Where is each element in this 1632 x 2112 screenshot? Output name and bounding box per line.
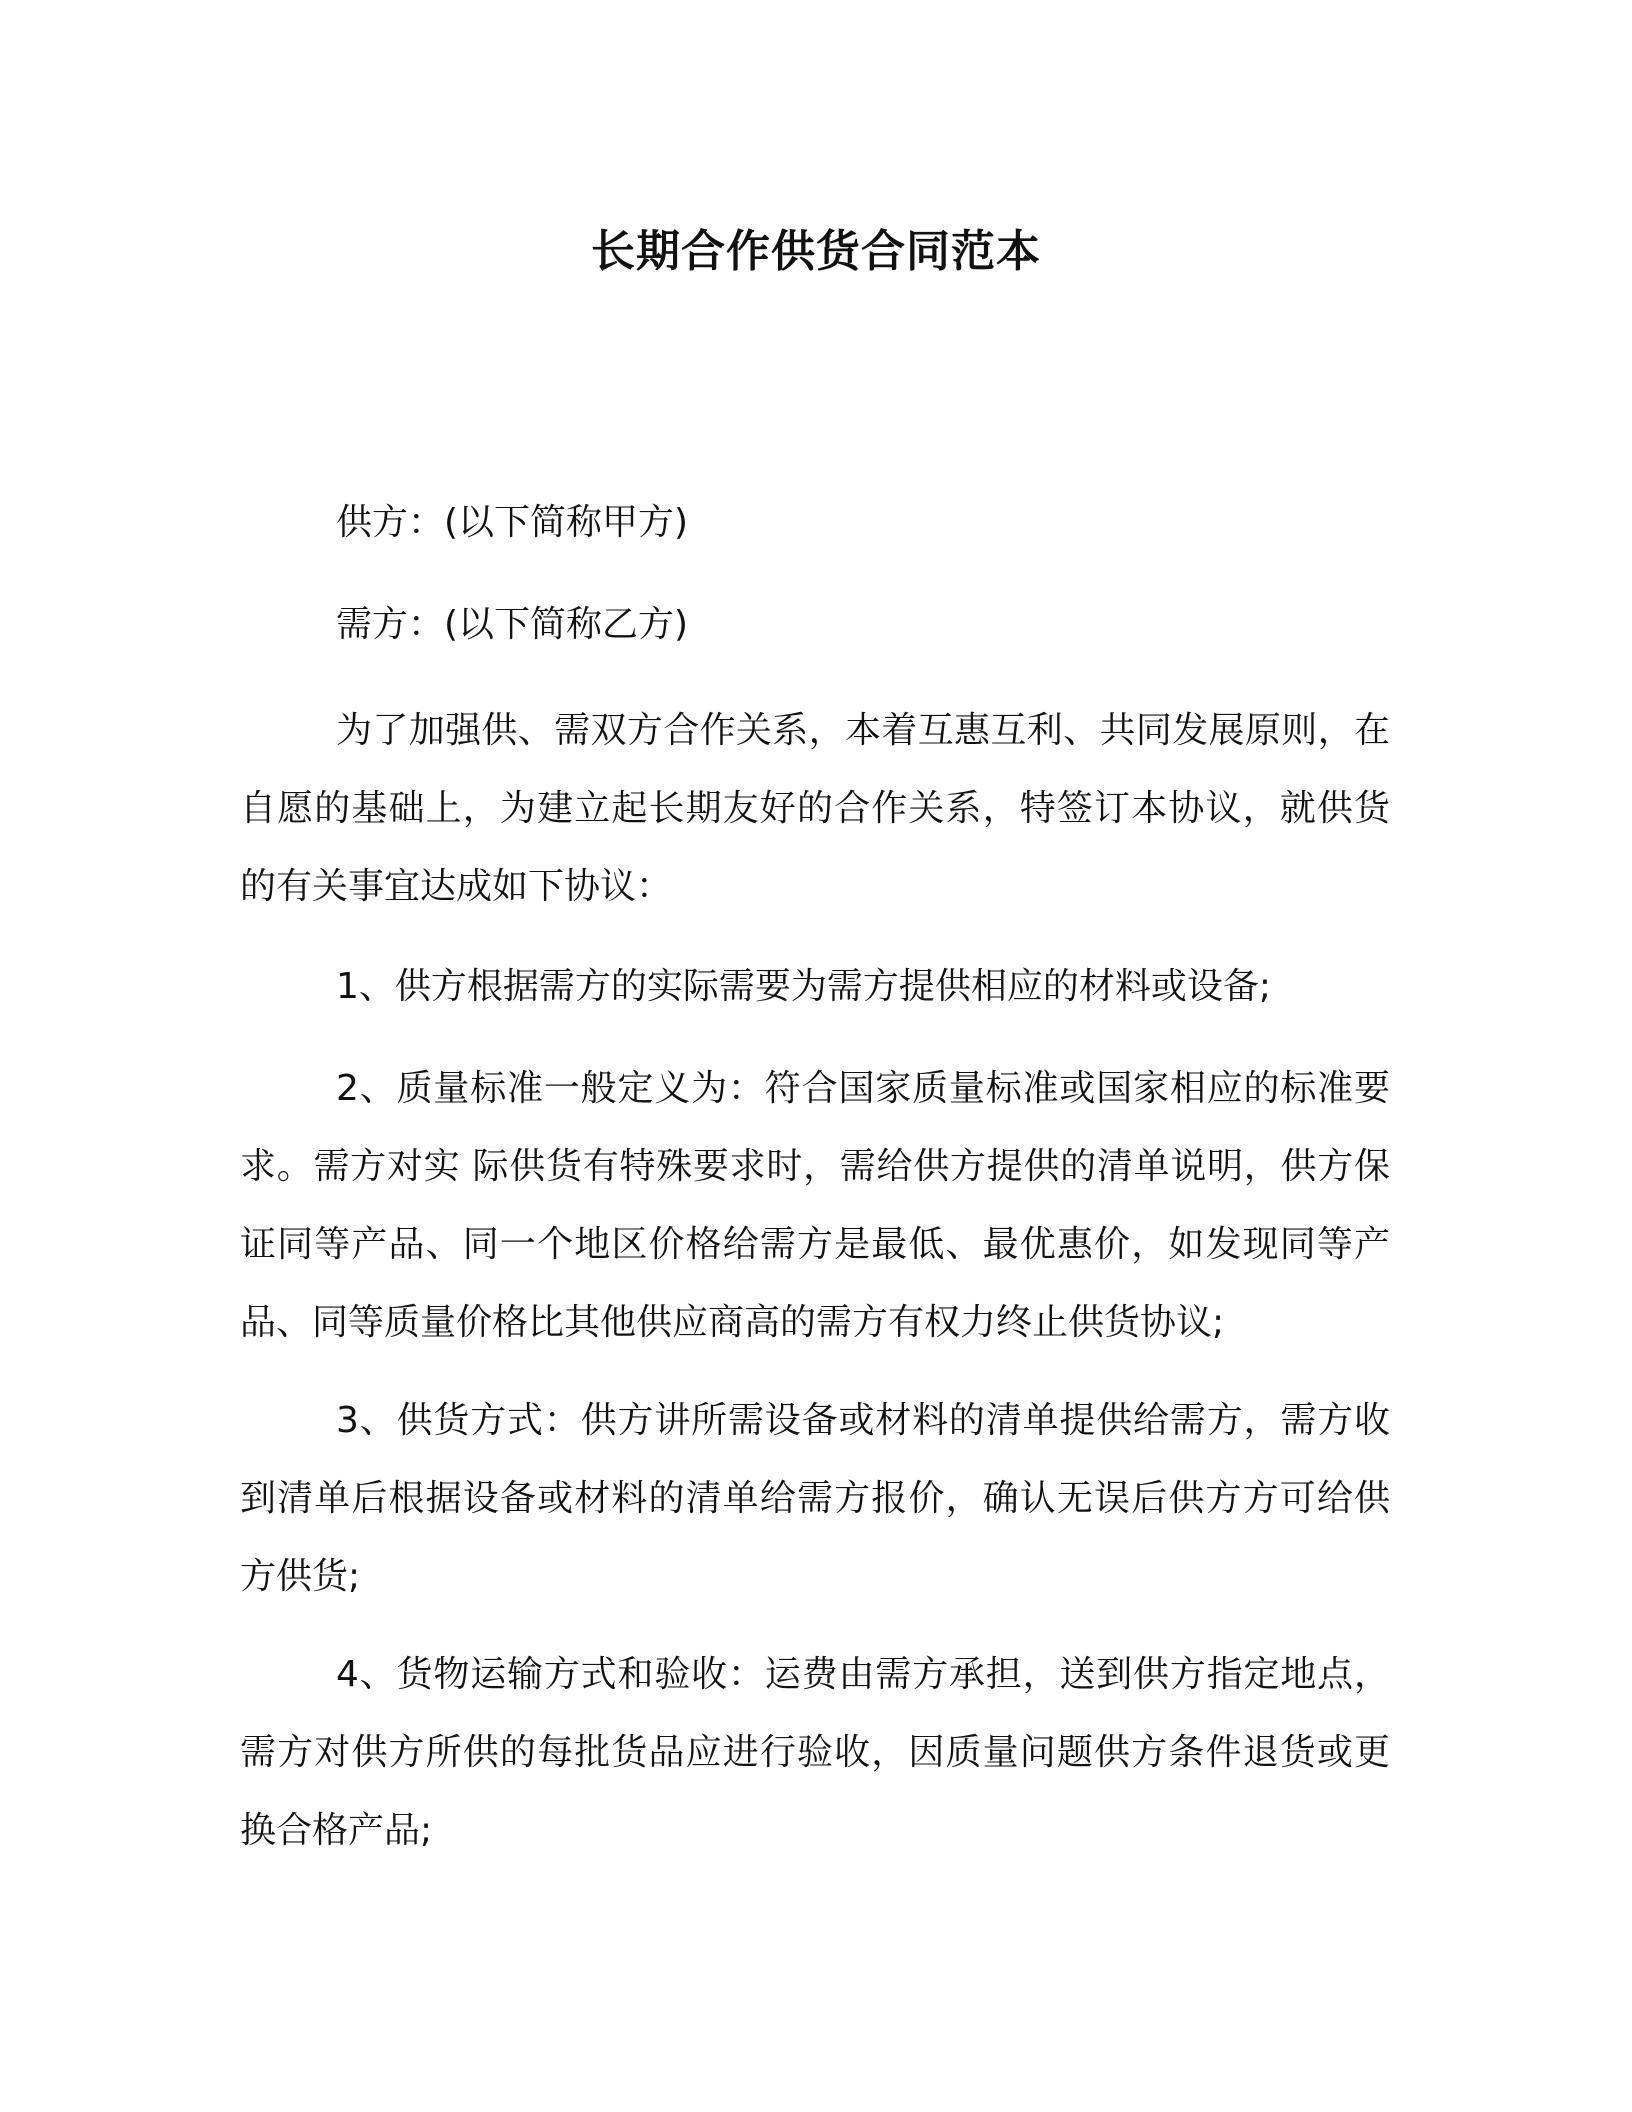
- clause-4: 4、货物运输方式和验收：运费由需方承担，送到供方指定地点，需方对供方所供的每批货品应进行验收，因质量问题供方条件退货或更换合格产品;: [240, 1654, 1390, 1851]
- document-title: 长期合作供货合同范本: [591, 226, 1041, 277]
- clause-2: 2、质量标准一般定义为：符合国家质量标准或国家相应的标准要求。需方对实 际供货有特殊要求时，需给供方提供的清单说明，供方保证同等产品、同一个地区价格给需方是最低、最优惠价，如发现同等产品、同等质量价格比其他供应商高的需方有权力终止供货协议;: [240, 1068, 1390, 1343]
- supplier-line: 供方：(以下简称甲方): [336, 502, 689, 543]
- clause-1: 1、供方根据需方的实际需要为需方提供相应的材料或设备;: [336, 966, 1272, 1007]
- buyer-line: 需方：(以下简称乙方): [336, 604, 689, 645]
- clause-3: 3、供货方式：供方讲所需设备或材料的清单提供给需方，需方收到清单后根据设备或材料的清单给需方报价，确认无误后供方方可给供方供货;: [240, 1400, 1390, 1597]
- intro-paragraph: 为了加强供、需双方合作关系，本着互惠互利、共同发展原则，在自愿的基础上，为建立起长期友好的合作关系，特签订本协议，就供货的有关事宜达成如下协议：: [240, 710, 1390, 907]
